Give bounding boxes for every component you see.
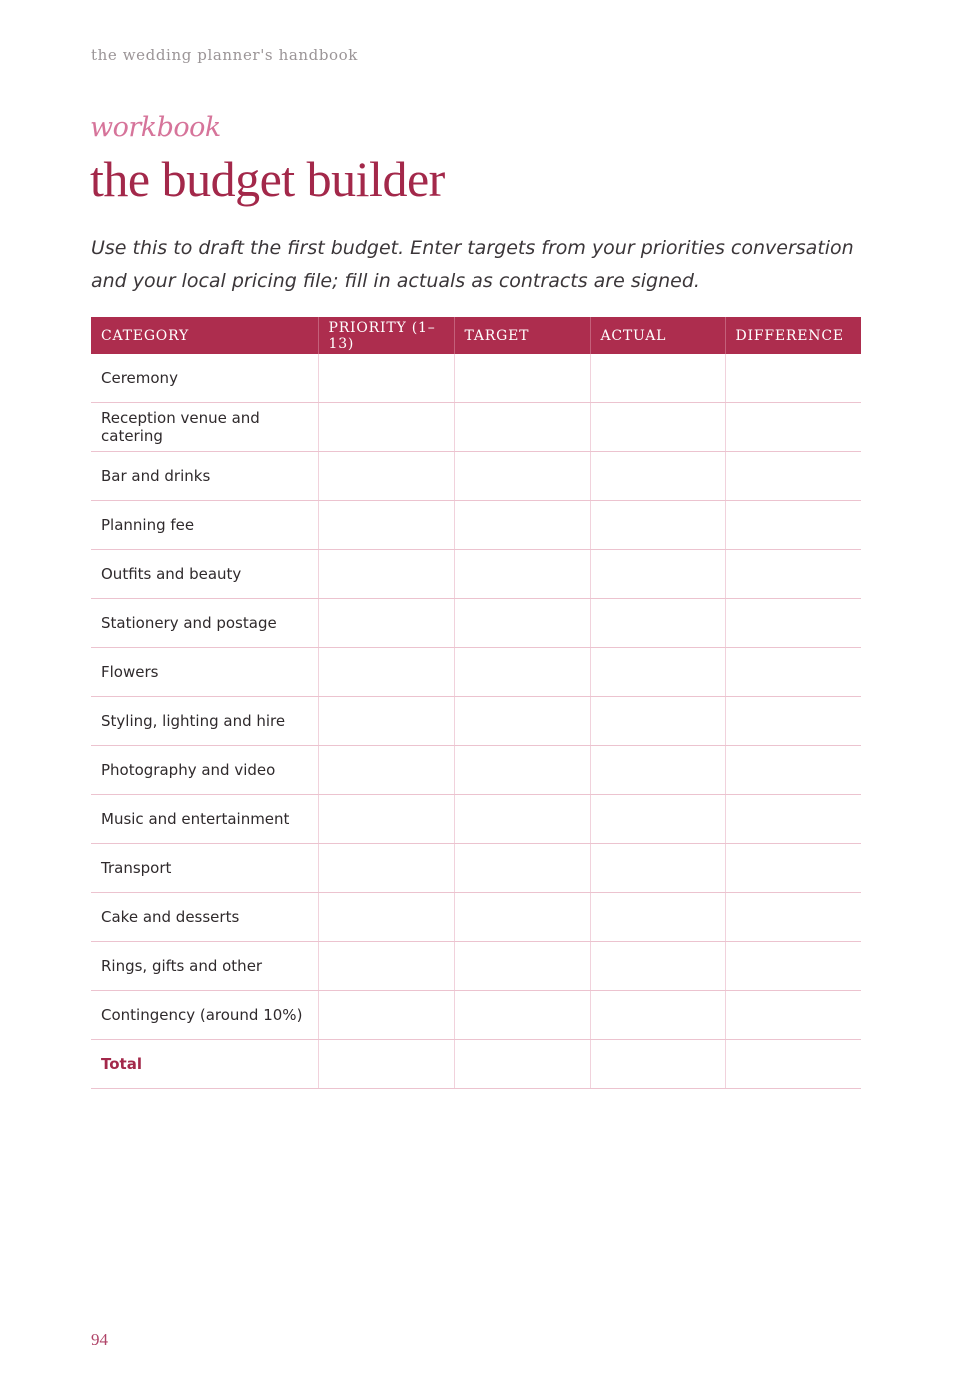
total-row	[91, 1040, 861, 1089]
difference-cell	[725, 942, 861, 991]
category-label: Outfits and beauty	[91, 550, 318, 599]
priority-cell	[318, 501, 454, 550]
difference-cell	[725, 1040, 861, 1089]
priority-cell	[318, 550, 454, 599]
priority-cell	[318, 403, 454, 452]
column-header-category: CATEGORY	[91, 317, 318, 354]
running-head: the wedding planner's handbook	[91, 46, 359, 64]
category-label: Flowers	[91, 648, 318, 697]
priority-cell	[318, 795, 454, 844]
table-row	[91, 844, 861, 893]
category-label: Photography and video	[91, 746, 318, 795]
table-row	[91, 795, 861, 844]
column-header-priority: PRIORITY (1–13)	[318, 317, 454, 354]
table-row	[91, 452, 861, 501]
category-label: Styling, lighting and hire	[91, 697, 318, 746]
actual-cell	[590, 991, 725, 1040]
actual-cell	[590, 844, 725, 893]
section-eyebrow: workbook	[90, 112, 221, 143]
target-cell	[454, 403, 590, 452]
category-label: Stationery and postage	[91, 599, 318, 648]
difference-cell	[725, 697, 861, 746]
target-cell	[454, 844, 590, 893]
priority-cell	[318, 1040, 454, 1089]
category-label: Planning fee	[91, 501, 318, 550]
priority-cell	[318, 697, 454, 746]
table-row	[91, 501, 861, 550]
table-row	[91, 893, 861, 942]
difference-cell	[725, 648, 861, 697]
actual-cell	[590, 550, 725, 599]
actual-cell	[590, 648, 725, 697]
actual-cell	[590, 501, 725, 550]
target-cell	[454, 550, 590, 599]
column-header-target: TARGET	[454, 317, 590, 354]
table-row	[91, 550, 861, 599]
category-label: Reception venue and catering	[91, 403, 318, 452]
table-row	[91, 354, 861, 403]
target-cell	[454, 452, 590, 501]
category-label: Music and entertainment	[91, 795, 318, 844]
total-label: Total	[91, 1040, 318, 1089]
priority-cell	[318, 648, 454, 697]
table-body	[91, 354, 861, 1089]
priority-cell	[318, 746, 454, 795]
table-row	[91, 648, 861, 697]
actual-cell	[590, 403, 725, 452]
category-label: Bar and drinks	[91, 452, 318, 501]
header-row	[91, 317, 861, 354]
page-title: the budget builder	[90, 151, 445, 207]
actual-cell	[590, 746, 725, 795]
actual-cell	[590, 942, 725, 991]
target-cell	[454, 501, 590, 550]
table-row	[91, 942, 861, 991]
target-cell	[454, 697, 590, 746]
difference-cell	[725, 354, 861, 403]
priority-cell	[318, 942, 454, 991]
target-cell	[454, 746, 590, 795]
priority-cell	[318, 599, 454, 648]
table-row	[91, 403, 861, 452]
difference-cell	[725, 452, 861, 501]
page-number: 94	[91, 1330, 108, 1349]
difference-cell	[725, 893, 861, 942]
actual-cell	[590, 599, 725, 648]
actual-cell	[590, 795, 725, 844]
difference-cell	[725, 599, 861, 648]
actual-cell	[590, 697, 725, 746]
target-cell	[454, 1040, 590, 1089]
difference-cell	[725, 844, 861, 893]
target-cell	[454, 648, 590, 697]
difference-cell	[725, 746, 861, 795]
category-label: Transport	[91, 844, 318, 893]
priority-cell	[318, 991, 454, 1040]
category-label: Rings, gifts and other	[91, 942, 318, 991]
table-header	[91, 317, 861, 354]
actual-cell	[590, 354, 725, 403]
priority-cell	[318, 354, 454, 403]
table-row	[91, 746, 861, 795]
target-cell	[454, 942, 590, 991]
category-label: Ceremony	[91, 354, 318, 403]
target-cell	[454, 893, 590, 942]
intro-paragraph: Use this to draft the first budget. Enter targets from your priorities conversation and your local pricing file; fill in actuals as contracts are signed.	[91, 237, 854, 292]
category-label: Contingency (around 10%)	[91, 991, 318, 1040]
difference-cell	[725, 501, 861, 550]
target-cell	[454, 354, 590, 403]
difference-cell	[725, 991, 861, 1040]
column-header-difference: DIFFERENCE	[725, 317, 861, 354]
budget-table	[91, 317, 861, 1089]
priority-cell	[318, 452, 454, 501]
difference-cell	[725, 550, 861, 599]
category-label: Cake and desserts	[91, 893, 318, 942]
table-row	[91, 697, 861, 746]
difference-cell	[725, 403, 861, 452]
target-cell	[454, 599, 590, 648]
difference-cell	[725, 795, 861, 844]
target-cell	[454, 795, 590, 844]
target-cell	[454, 991, 590, 1040]
actual-cell	[590, 452, 725, 501]
priority-cell	[318, 893, 454, 942]
actual-cell	[590, 893, 725, 942]
table-row	[91, 599, 861, 648]
column-header-actual: ACTUAL	[590, 317, 725, 354]
priority-cell	[318, 844, 454, 893]
actual-cell	[590, 1040, 725, 1089]
table-row	[91, 991, 861, 1040]
